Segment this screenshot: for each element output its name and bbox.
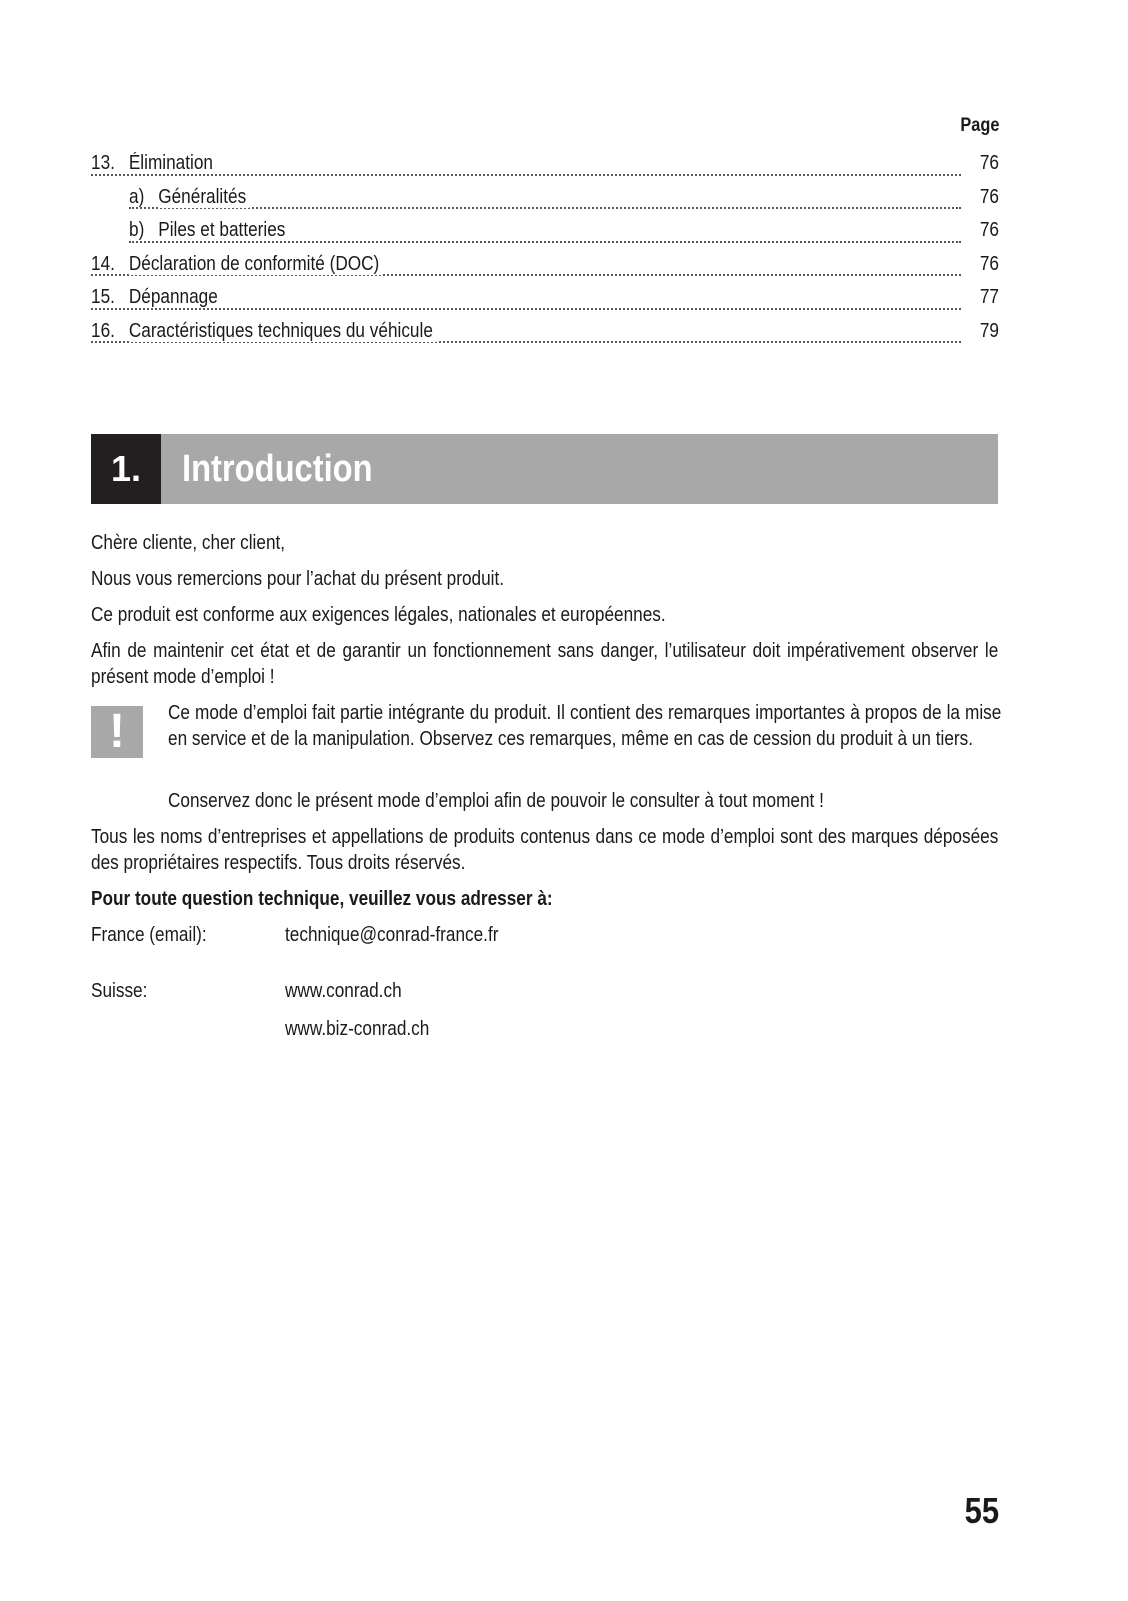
greeting: Chère cliente, cher client,: [91, 532, 286, 554]
toc-entry-title: Caractéristiques techniques du véhicule: [129, 320, 436, 342]
toc-entry-page: 76: [979, 219, 999, 241]
toc-entry-page: 77: [979, 286, 999, 308]
toc-entry-number: 16.: [91, 319, 115, 342]
contact-label: Suisse:: [91, 980, 148, 1002]
section-heading-bar: [91, 434, 998, 504]
contact-row-switzerland-business: [91, 1016, 998, 1042]
toc-entry-number: a): [129, 185, 145, 208]
toc-entry-number: 14.: [91, 252, 115, 275]
exclamation-warning-icon: !: [91, 706, 143, 758]
important-notice: [91, 700, 1002, 814]
paragraph-conformity: Ce produit est conforme aux exigences légales, nationales et européennes.: [91, 604, 666, 626]
toc-entry[interactable]: [91, 182, 999, 216]
support-heading: Pour toute question technique, veuillez vous adresser à:: [91, 888, 553, 910]
contact-website-link[interactable]: www.conrad.ch: [285, 980, 402, 1002]
section-title: Introduction: [182, 447, 373, 490]
table-of-contents: [91, 148, 999, 349]
toc-entry-number: 15.: [91, 286, 115, 308]
toc-entry[interactable]: [91, 282, 999, 316]
contact-email-link[interactable]: technique@conrad-france.fr: [285, 924, 499, 946]
notice-text-2: Conservez donc le présent mode d’emploi afin de pouvoir le consulter à tout moment !: [168, 790, 824, 812]
toc-entry-number: b): [129, 219, 145, 241]
section-number: 1.: [91, 434, 161, 504]
paragraph-trademarks: Tous les noms d’entreprises et appellations de produits contenus dans ce mode d’emploi sont des marques déposées des propriétaires respectifs. Tous droits réservés.: [91, 826, 999, 874]
toc-entry-title: Élimination: [129, 152, 217, 174]
toc-entry-number: 13.: [91, 152, 115, 174]
toc-entry-title: Piles et batteries: [158, 219, 289, 241]
contact-website-link[interactable]: www.biz-conrad.ch: [285, 1018, 430, 1040]
toc-entry-page: 79: [979, 319, 999, 342]
toc-entry[interactable]: [91, 249, 999, 283]
paragraph-safety: Afin de maintenir cet état et de garantir un fonctionnement sans danger, l’utilisateur doit impérativement observer le présent mode d’emploi !: [91, 640, 999, 688]
page-number: 55: [964, 1490, 999, 1531]
toc-entry-title: Déclaration de conformité (DOC): [129, 253, 383, 275]
toc-entry[interactable]: [91, 316, 999, 350]
toc-entry-page: 76: [979, 252, 999, 275]
toc-entry-page: 76: [979, 152, 999, 174]
notice-text-1: Ce mode d’emploi fait partie intégrante du produit. Il contient des remarques importantes à propos de la mise en service et de la manipulation. Observez ces remarques, même en cas de cession du produit à un tiers.: [168, 702, 1002, 750]
contact-row-switzerland: [91, 978, 998, 1004]
contact-row-france: [91, 922, 998, 948]
toc-page-column-label: Page: [959, 115, 999, 136]
toc-entry[interactable]: [91, 148, 999, 182]
paragraph-thanks: Nous vous remercions pour l’achat du présent produit.: [91, 568, 505, 590]
toc-entry-title: Dépannage: [129, 286, 221, 308]
toc-entry-title: Généralités: [158, 186, 249, 208]
toc-entry-page: 76: [979, 185, 999, 208]
introduction-body: [91, 530, 1002, 1054]
toc-entry[interactable]: [91, 215, 999, 249]
contact-label: France (email):: [91, 924, 207, 946]
